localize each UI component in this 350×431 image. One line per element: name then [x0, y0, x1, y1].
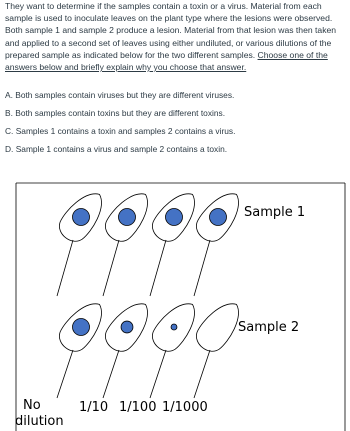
option-b[interactable]: B. Both samples contain toxins but they are different toxins.: [5, 108, 226, 118]
sample1-leaf-outline: [191, 185, 249, 247]
sample2-leaf-outline: [191, 295, 249, 357]
question-instruction: Choose one of the answers below and briefly explain why you choose that answer.: [5, 49, 328, 73]
sample1-lesion-2: [119, 209, 136, 226]
sample1-leaf-outline: [100, 185, 158, 247]
sample2-leaf-stem: [57, 350, 73, 398]
sample2-leaf-1: [54, 295, 112, 357]
sample2-leaf-stem: [103, 350, 119, 398]
sample1-leaf-2: [100, 185, 158, 247]
option-a[interactable]: A. Both samples contain viruses but they are different viruses.: [5, 90, 235, 100]
answer-options: [5, 86, 345, 158]
dilution-label-none: No: [23, 398, 41, 413]
sample1-lesion-1: [73, 209, 90, 226]
option-d[interactable]: D. Sample 1 contains a virus and sample 2 contains a toxin.: [5, 144, 228, 154]
sample1-leaf-1: [54, 185, 112, 247]
sample2-leaf-2: [100, 295, 158, 357]
sample1-leaf-stem: [150, 240, 166, 296]
sample2-leaf-outline: [54, 295, 112, 357]
question-body: They want to determine if the samples contain a toxin or a virus. Material from each sample is used to inoculate leaves on the plant type where the lesions were observed. Both sample 1 and sample 2 produce a lesion. Material from that lesion was then taken and applied to a second set of leaves using either undiluted, or various dilutions of the prepared sample as indicated below for the two different samples.: [5, 1, 337, 60]
sample1-leaf-stem: [194, 240, 210, 296]
sample2-leaf-3: [147, 295, 205, 357]
sample1-label: Sample 1: [244, 205, 306, 220]
dilution-label-100: 1/100: [119, 400, 157, 415]
sample1-leaf-outline: [147, 185, 205, 247]
sample1-leaf-outline: [54, 185, 112, 247]
sample2-leaf-outline: [100, 295, 158, 357]
sample1-lesion-4: [210, 209, 227, 226]
sample2-leaf-4: [191, 295, 249, 357]
sample1-leaf-4: [191, 185, 249, 247]
sample2-lesion-3: [171, 324, 177, 330]
sample1-leaf-stem: [103, 240, 119, 296]
sample1-leaf-stem: [57, 240, 73, 296]
dilution-label-10: 1/10: [79, 400, 109, 415]
dilution-label-none-2: dilution: [15, 414, 64, 429]
sample2-leaf-stem: [194, 350, 210, 398]
sample2-lesion-1: [73, 319, 90, 336]
option-c[interactable]: C. Samples 1 contains a toxin and samples 2 contains a virus.: [5, 126, 236, 136]
sample2-label: Sample 2: [238, 320, 300, 335]
sample1-lesion-3: [166, 209, 183, 226]
sample2-leaf-stem: [150, 350, 166, 398]
sample2-leaf-outline: [147, 295, 205, 357]
sample1-leaf-3: [147, 185, 205, 247]
question-text: [5, 0, 347, 73]
sample2-lesion-2: [121, 321, 133, 333]
dilution-label-1000: 1/1000: [162, 400, 208, 415]
